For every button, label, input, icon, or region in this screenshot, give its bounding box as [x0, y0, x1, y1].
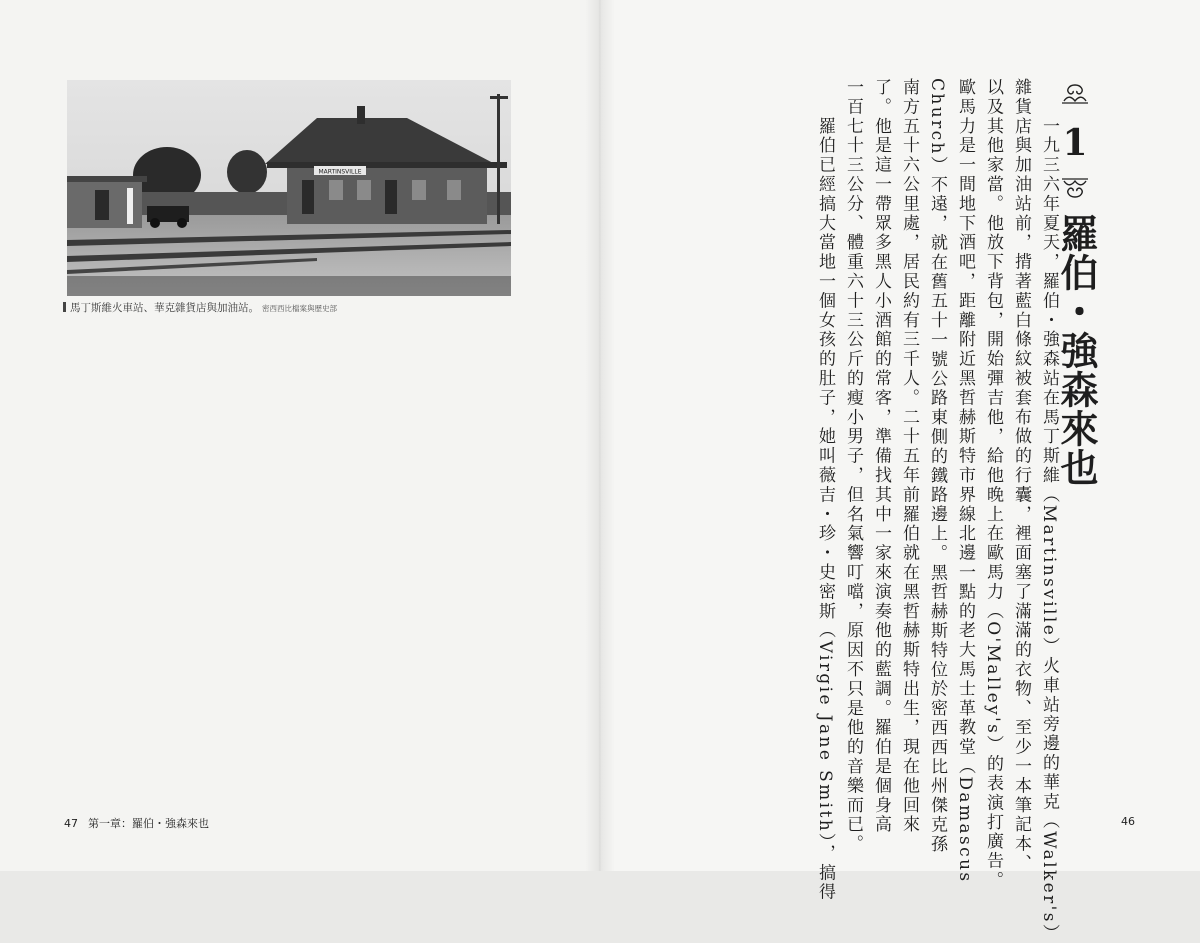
running-head: 第一章：羅伯・強森來也: [88, 817, 209, 830]
body-column: 以及其他家當。他放下背包，開始彈吉他，給他晚上在歐馬力（O'Malley's）的表演打廣告。: [983, 78, 1003, 891]
body-column: 雜貨店與加油站前，揹著藍白條紋被套布做的行囊，裡面塞了滿滿的衣物、至少一本筆記本、: [1011, 78, 1031, 874]
chapter-title: 羅伯・強森來也: [1054, 214, 1098, 487]
left-page-number: 47: [64, 817, 78, 830]
chapter-number: 1: [1062, 122, 1088, 164]
caption-credit: 密西西比檔案與歷史部: [262, 304, 337, 313]
caption-marker: [63, 302, 66, 312]
station-photo-image: [67, 80, 511, 296]
ornament-top-icon: [1060, 83, 1090, 105]
left-footer: [64, 815, 209, 831]
photo-caption: [63, 300, 523, 315]
body-column: 了。他是這一帶眾多黑人小酒館的常客，準備找其中一家來演奏他的藍調。羅伯是個身高: [871, 78, 891, 835]
body-column: Church）不遠，就在舊五十一號公路東側的鐵路邊上。黑哲赫斯特位於密西西比州傑克孫: [927, 78, 947, 855]
right-page-number: 46: [1121, 815, 1135, 828]
book-gutter: [585, 0, 615, 871]
body-column: 南方五十六公里處，居民約有三千人。二十五年前羅伯就在黑哲赫斯特出生，現在他回來: [899, 78, 919, 835]
body-column: 歐馬力是一間地下酒吧，距離附近黑哲赫斯特市界線北邊一點的老大馬士革教堂（Damascus: [955, 78, 975, 884]
station-sign-text: MARTINSVILLE: [318, 168, 362, 176]
body-column: 羅伯已經搞大當地一個女孩的肚子，她叫薇吉・珍・史密斯（Virgie Jane Smith），搞得: [815, 78, 835, 903]
caption-text: 馬丁斯維火車站、華克雜貨店與加油站。: [70, 302, 259, 314]
station-photo: [67, 80, 511, 296]
body-column: 一九三六年夏天，羅伯・強森站在馬丁斯維（Martinsville）火車站旁邊的華克（Walker's）: [1039, 78, 1059, 943]
ornament-bottom-icon: [1060, 177, 1090, 199]
body-column: 一百七十三公分、體重六十三公斤的瘦小男子，但名氣響叮噹，原因不只是他的音樂而已。: [843, 78, 863, 854]
right-body-text: [668, 78, 1063, 943]
left-page: [0, 0, 600, 871]
